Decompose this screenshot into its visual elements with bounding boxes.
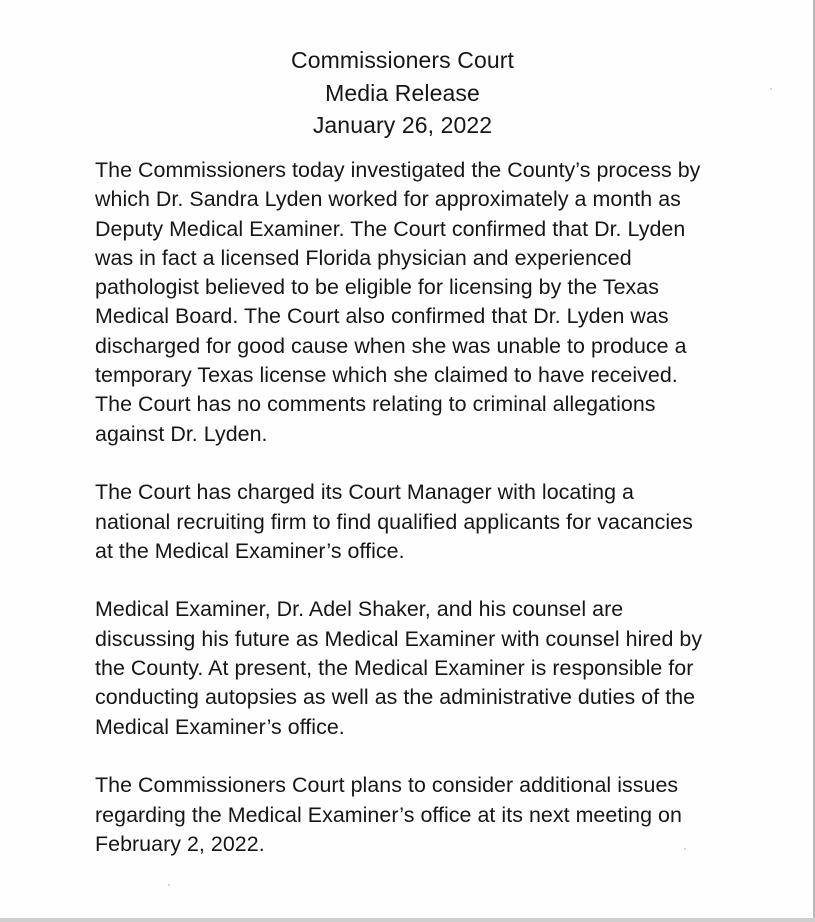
text-line: Medical Examiner’s office. (95, 714, 345, 739)
text-line: was in fact a licensed Florida physician and experienced (95, 245, 632, 270)
scan-speck (684, 848, 686, 850)
text-line: Deputy Medical Examiner. The Court confirmed that Dr. Lyden (95, 216, 686, 241)
header-subtitle: Media Release (325, 79, 480, 106)
page-bottom-border (0, 918, 815, 922)
header-title: Commissioners Court (290, 47, 514, 73)
document-body (95, 156, 745, 888)
text-line: pathologist believed to be eligible for licensing by the Texas (95, 275, 659, 300)
text-line: temporary Texas license which she claimed to have received. (95, 363, 678, 388)
text-line: The Court has no comments relating to criminal allegations (95, 392, 656, 417)
text-line: national recruiting firm to find qualified applicants for vacancies (95, 509, 693, 534)
text-line: February 2, 2022. (95, 831, 265, 856)
text-line: conducting autopsies as well as the administrative duties of the (95, 685, 696, 710)
text-line: discharged for good cause when she was unable to produce a (95, 333, 687, 358)
scan-speck (770, 88, 772, 90)
text-line: at the Medical Examiner’s office. (95, 538, 405, 563)
paragraph-shaker (95, 595, 745, 741)
text-line: The Court has charged its Court Manager with locating a (95, 480, 634, 505)
text-line: discussing his future as Medical Examiner with counsel hired by (95, 626, 703, 651)
text-line: Medical Board. The Court also confirmed that Dr. Lyden was (95, 304, 669, 329)
text-line: the County. At present, the Medical Examiner is responsible for (95, 656, 694, 681)
document-header (0, 44, 805, 142)
text-line: The Commissioners today investigated the County’s process by (95, 158, 701, 182)
text-line: against Dr. Lyden. (95, 421, 268, 446)
text-line: which Dr. Sandra Lyden worked for approximately a month as (95, 187, 681, 212)
paragraph-next-meeting (95, 771, 745, 859)
text-line: Medical Examiner, Dr. Adel Shaker, and his counsel are (95, 597, 624, 622)
paragraph-recruiting (95, 478, 745, 566)
scan-speck (168, 884, 170, 886)
text-line: The Commissioners Court plans to consider additional issues (95, 773, 679, 798)
header-date: January 26, 2022 (312, 112, 493, 138)
paragraph-lyden (95, 156, 745, 449)
text-line: regarding the Medical Examiner’s office at its next meeting on (95, 802, 682, 827)
